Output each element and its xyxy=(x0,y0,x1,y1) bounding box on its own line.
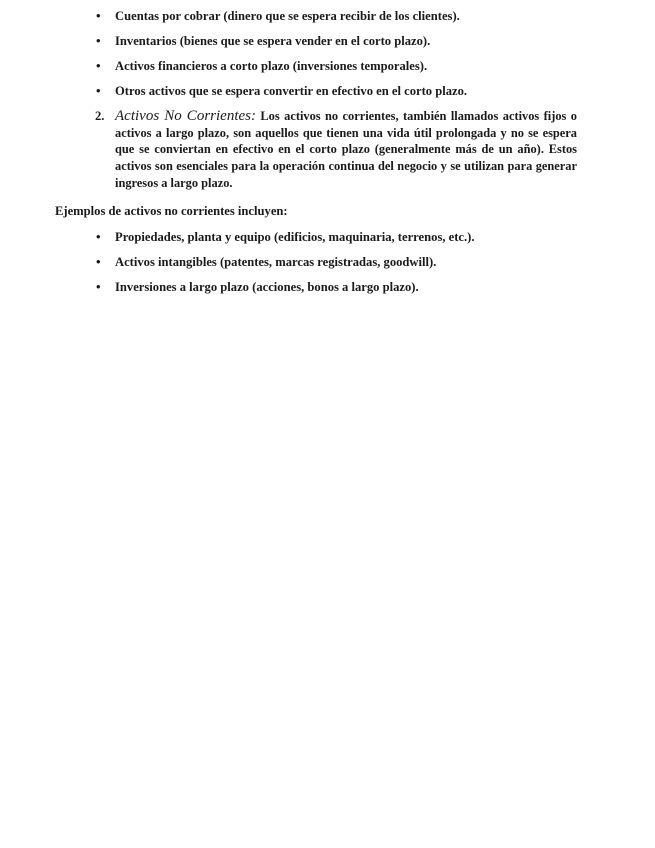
list-item-text: Activos intangibles (patentes, marcas registradas, goodwill). xyxy=(115,255,437,269)
bullet-icon: • xyxy=(96,8,101,23)
list-item-text: Cuentas por cobrar (dinero que se espera recibir de los clientes). xyxy=(115,9,460,23)
bullet-icon: • xyxy=(96,229,101,244)
bullet-icon: • xyxy=(96,33,101,48)
bullet-icon: • xyxy=(96,83,101,98)
list-item xyxy=(96,58,428,74)
bullet-icon: • xyxy=(96,279,101,294)
list-item xyxy=(96,229,475,245)
list-item xyxy=(96,83,468,99)
numbered-item-noncurrent-assets xyxy=(95,108,577,192)
list-item xyxy=(96,33,431,49)
list-item xyxy=(96,8,460,24)
bullet-icon: • xyxy=(96,254,101,269)
list-item xyxy=(96,254,437,270)
list-item-text: Activos financieros a corto plazo (inversiones temporales). xyxy=(115,59,428,73)
bullet-icon: • xyxy=(96,58,101,73)
examples-heading: Ejemplos de activos no corrientes incluyen: xyxy=(55,204,288,218)
item-title: Activos No Corrientes: xyxy=(115,108,256,124)
list-item xyxy=(96,279,419,295)
item-body: Los activos no corrientes, también llamados activos fijos o activos a largo plazo, son aquellos que tienen una vida útil prolongada y no se espera que se conviertan en efectivo en el corto plazo (generalmente más de un año). Estos activos son esenciales para la operación continua del negocio y se utilizan para generar ingresos a largo plazo. xyxy=(115,109,577,190)
item-number: 2. xyxy=(95,109,105,123)
list-item-text: Propiedades, planta y equipo (edificios, maquinaria, terrenos, etc.). xyxy=(115,230,475,244)
list-item-text: Otros activos que se espera convertir en efectivo en el corto plazo. xyxy=(115,84,468,98)
list-item-text: Inversiones a largo plazo (acciones, bonos a largo plazo). xyxy=(115,280,419,294)
list-item-text: Inventarios (bienes que se espera vender en el corto plazo). xyxy=(115,34,431,48)
